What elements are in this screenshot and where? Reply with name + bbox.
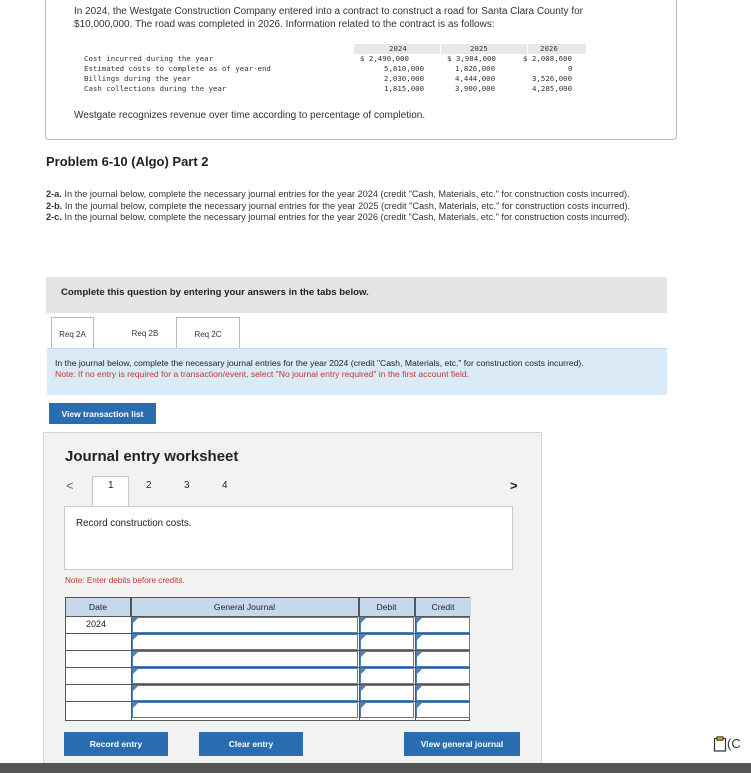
cell-value: 4,444,000 [455, 74, 496, 83]
row-label: Cost incurred during the year [84, 54, 214, 63]
page-tab-1[interactable]: 1 [108, 480, 114, 491]
row-label: Cash collections during the year [84, 84, 227, 93]
debits-note: Note: Enter debits before credits. [65, 576, 185, 585]
tab-req-2a[interactable]: Req 2A [51, 317, 94, 350]
requirement-text: In the journal below, complete the necessary journal entries for the year 2025 (credit "Cash, Materials, etc." for construction costs incurred). [62, 200, 631, 211]
prev-page-icon[interactable]: < [66, 478, 74, 493]
tab-req-2c[interactable]: Req 2C [176, 317, 240, 350]
cell-value: $ 2,490,000 [360, 54, 409, 63]
next-page-icon[interactable]: > [510, 478, 518, 493]
requirement-text: In the journal below, complete the necessary journal entries for the year 2024 (credit "Cash, Materials, etc." for construction costs incurred). [61, 189, 630, 199]
debit-field[interactable] [360, 668, 414, 684]
view-general-journal-button[interactable]: View general journal [404, 732, 520, 756]
window-bottom-bar [0, 763, 751, 773]
journal-entry-grid [65, 597, 470, 721]
account-field[interactable] [132, 617, 358, 633]
debit-field[interactable] [360, 685, 414, 701]
cell-value: 2,030,000 [384, 74, 425, 83]
debit-column-header: Debit [359, 598, 415, 616]
cell-value: $ 3,984,000 [447, 54, 496, 63]
instructions-panel [47, 348, 667, 395]
account-field[interactable] [132, 685, 358, 701]
requirement-item [46, 189, 686, 201]
account-field[interactable] [132, 668, 358, 684]
worksheet-title: Journal entry worksheet [65, 448, 239, 465]
credit-field[interactable] [416, 617, 470, 633]
cell-value: 3,526,000 [532, 74, 573, 83]
requirement-tag: 2-b. [46, 200, 63, 211]
requirement-item [46, 201, 686, 213]
year-header: 2024 [389, 44, 407, 53]
cell-value: 1,815,000 [384, 84, 425, 93]
complete-question-bar: Complete this question by entering your answers in the tabs below. [46, 277, 667, 313]
debit-field[interactable] [360, 651, 414, 667]
tab-req-2b[interactable]: Req 2B [131, 329, 159, 338]
journal-column-header: General Journal [131, 598, 359, 616]
credit-field[interactable] [416, 651, 470, 667]
account-field[interactable] [132, 634, 358, 650]
page-tab-4[interactable]: 4 [222, 480, 228, 491]
clipboard-icon[interactable] [713, 735, 751, 759]
entry-description: Record construction costs. [76, 518, 192, 529]
clipboard-icon-label: (C [727, 736, 741, 752]
page-tab-2[interactable]: 2 [146, 480, 152, 491]
record-entry-button[interactable]: Record entry [64, 732, 168, 756]
credit-field[interactable] [416, 668, 470, 684]
date-value: 2024 [86, 619, 107, 629]
problem-title: Problem 6-10 (Algo) Part 2 [46, 154, 209, 169]
revenue-recognition-note: Westgate recognizes revenue over time according to percentage of completion. [74, 110, 426, 121]
intro-text: In 2024, the Westgate Construction Company entered into a contract to construct a road for Santa Clara County for $10,000,000. The road was completed in 2026. Information related to the contract is as follows: [74, 6, 583, 30]
entry-description-box [64, 506, 513, 570]
instructions-text: In the journal below, complete the necessary journal entries for the year 2024 (credit "Cash, Materials, etc." for construction costs incurred). [55, 358, 584, 368]
requirement-tag: 2-c. [46, 212, 62, 223]
clear-entry-button[interactable]: Clear entry [199, 732, 303, 756]
debit-field[interactable] [360, 634, 414, 650]
date-column-header: Date [66, 598, 131, 616]
year-header: 2025 [470, 44, 488, 53]
cell-value: 4,285,000 [532, 84, 573, 93]
cell-value: 0 [568, 64, 573, 73]
view-transaction-list-button[interactable]: View transaction list [49, 403, 156, 424]
cell-value: 1,826,000 [455, 64, 496, 73]
requirement-tag: 2-a. [46, 189, 62, 199]
debit-field[interactable] [360, 617, 414, 633]
credit-field[interactable] [416, 702, 470, 718]
cell-value: 3,900,000 [455, 84, 496, 93]
credit-column-header: Credit [415, 598, 471, 616]
account-field[interactable] [132, 702, 358, 718]
requirement-item [46, 212, 686, 224]
debit-field[interactable] [360, 702, 414, 718]
cell-value: $ 2,008,600 [523, 54, 572, 63]
credit-field[interactable] [416, 634, 470, 650]
credit-field[interactable] [416, 685, 470, 701]
requirements-list [46, 189, 686, 224]
account-field[interactable] [132, 651, 358, 667]
requirement-text: In the journal below, complete the necessary journal entries for the year 2026 (credit "Cash, Materials, etc." for construction costs incurred). [61, 212, 630, 223]
row-label: Billings during the year [84, 74, 191, 83]
instructions-note: Note: If no entry is required for a transaction/event, select "No journal entry required" in the first account field. [55, 368, 470, 379]
page-tab-3[interactable]: 3 [184, 480, 190, 491]
cell-value: 5,810,000 [384, 64, 425, 73]
year-header: 2026 [540, 44, 558, 53]
row-label: Estimated costs to complete as of year-end [84, 64, 271, 73]
